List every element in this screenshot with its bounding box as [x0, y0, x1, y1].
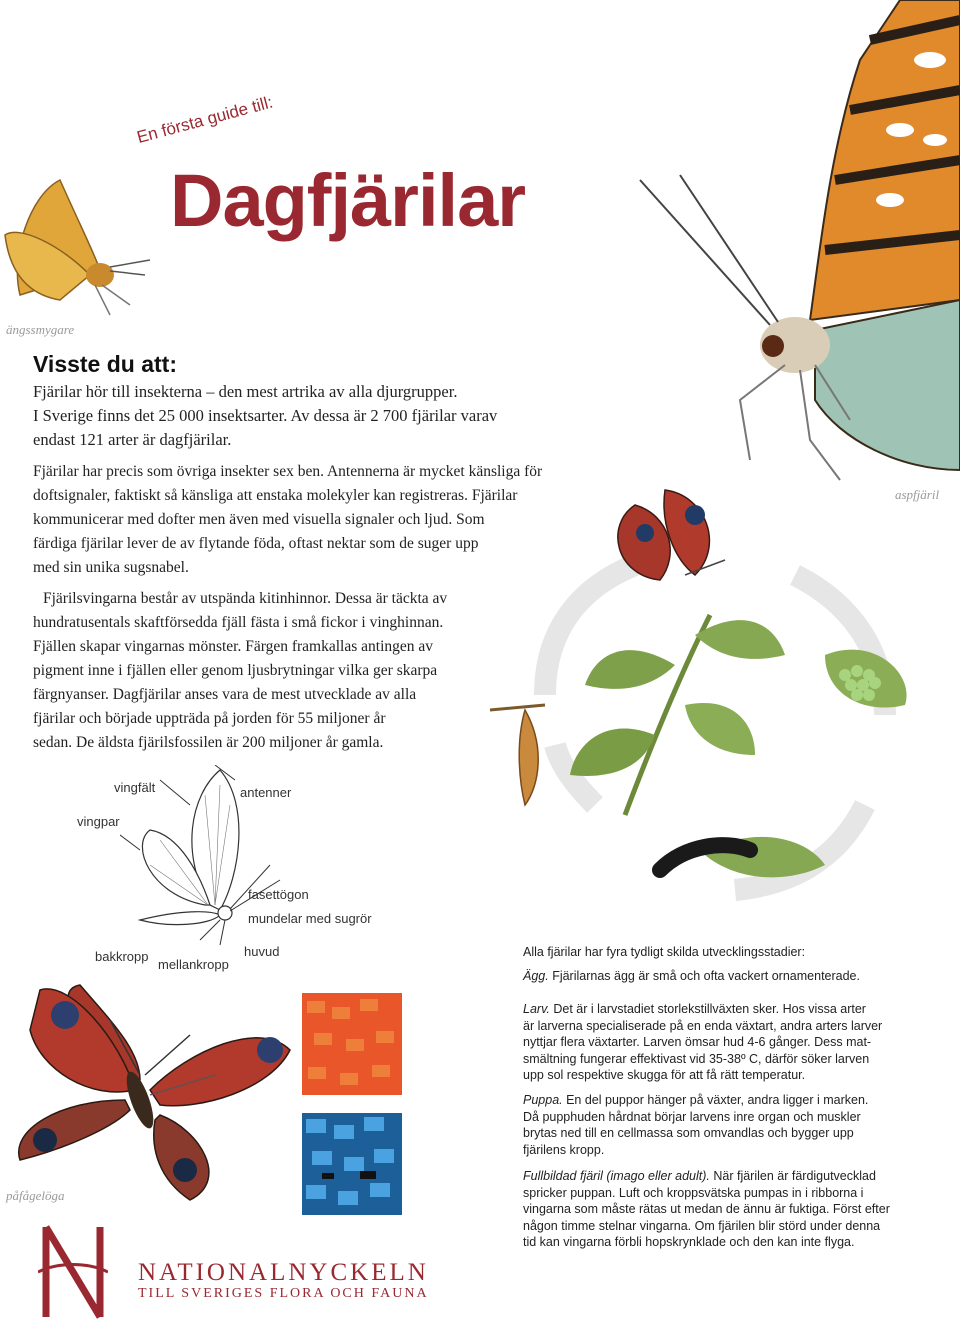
life-cycle-illustration	[485, 485, 955, 935]
stage-line: fjärilens kropp.	[523, 1142, 605, 1157]
intro-line: färdiga fjärilar lever de av flytande föda, oftast nektar som de suger upp	[33, 535, 479, 552]
label-antenner: antenner	[240, 785, 292, 800]
stage-line: En del puppor hänger på växter, andra ligger i marken.	[562, 1093, 869, 1107]
intro-line: Fjärilar hör till insekterna – den mest artrika av alla djurgrupper.	[33, 382, 458, 401]
intro-line: färgnyanser. Dagfjärilar anses vara de mest utvecklade av alla	[33, 686, 417, 703]
caption-angssmygare: ängssmygare	[6, 322, 75, 337]
stage-larva	[523, 1001, 903, 1084]
stage-line: är larverna specialiserade på en enda växtart, andra arters larver	[523, 1018, 883, 1033]
stage-line: någon timme stelnar vingarna. Om fjärilen blir störd under denna	[523, 1218, 881, 1233]
label-huvud: huvud	[244, 944, 280, 959]
caption-aspfjaril: aspfjäril	[895, 487, 940, 502]
stage-pupa-term: Puppa.	[523, 1093, 563, 1107]
pafageloga-illustration	[0, 980, 300, 1210]
label-vingpar: vingpar	[77, 814, 120, 829]
stage-line: nyttjar flera växtarter. Larven ömsar hud 4-6 gånger. Dess mat-	[523, 1035, 872, 1049]
label-vingfalt: vingfält	[114, 780, 156, 795]
stage-line: upp sol respektive skugga för att få rätt temperatur.	[523, 1068, 806, 1082]
stage-egg-text: Fjärilarnas ägg är små och ofta vackert ornamenterade.	[548, 969, 860, 983]
aspfjaril-illustration	[600, 0, 960, 500]
intro-line: Fjällen skapar vingarnas mönster. Färgen framkallas antingen av	[33, 638, 434, 655]
label-fasettogon: fasettögon	[248, 887, 309, 902]
stage-egg-term: Ägg.	[523, 969, 549, 983]
angssmygare-illustration	[0, 175, 170, 325]
intro-line: doftsignaler, faktiskt så känsliga att enstaka molekyler kan registreras. Fjärilar	[33, 487, 518, 504]
intro-line: endast 121 arter är dagfjärilar.	[33, 430, 232, 449]
stages-intro: Alla fjärilar har fyra tydligt skilda utvecklingsstadier:	[523, 945, 806, 959]
intro-line: I Sverige finns det 25 000 insektsarter. Av dessa är 2 700 fjärilar varav	[33, 406, 498, 425]
intro-paragraph-1	[33, 380, 497, 452]
brand-tagline: TILL SVERIGES FLORA OCH FAUNA	[138, 1286, 429, 1301]
intro-line: sedan. De äldsta fjärilsfossilen är 200 miljoner år gamla.	[33, 734, 384, 751]
stage-line: brytas ned till en cellmassa som omvandlas och bygger upp	[523, 1126, 854, 1140]
label-mellankropp: mellankropp	[158, 957, 229, 972]
nationalnyckeln-logo	[38, 1222, 108, 1322]
stage-pupa	[523, 1092, 903, 1158]
intro-paragraph-3	[33, 587, 447, 755]
stage-line: När fjärilen är färdigutvecklad	[709, 1169, 876, 1183]
label-bakkropp: bakkropp	[95, 949, 149, 964]
intro-heading: Visste du att:	[33, 351, 177, 377]
page-title: Dagfjärilar	[170, 159, 526, 242]
stage-line: Då pupphuden hårdnat börjar larvens inre organ och muskler	[523, 1109, 861, 1124]
stage-line: spricker puppan. Luft och kroppsvätska pumpas in i ribborna i	[523, 1185, 864, 1200]
stage-larva-term: Larv.	[523, 1002, 550, 1016]
intro-line: Fjärilsvingarna består av utspända kitinhinnor. Dessa är täckta av	[43, 590, 448, 607]
stage-line: smältning fungerar effektivast vid 35-38º C, därför söker larven	[523, 1051, 870, 1066]
scale-magnification-blue	[302, 1113, 402, 1215]
label-mundelar: mundelar med sugrör	[248, 911, 372, 926]
scale-magnification-orange	[302, 993, 402, 1095]
intro-line: Fjärilar har precis som övriga insekter sex ben. Antennerna är mycket känsliga för	[33, 463, 543, 480]
brand-name: NATIONALNYCKELN	[138, 1259, 429, 1286]
stage-line: vingarna som måste rätas ut medan de ännu är fuktiga. Först efter	[523, 1202, 890, 1216]
intro-line: kommunicerar med dofter men även med visuella signaler och ljud. Som	[33, 511, 485, 528]
intro-line: med sin unika sugsnabel.	[33, 559, 189, 576]
caption-pafageloga: påfågelöga	[6, 1188, 65, 1203]
intro-line: hundratusentals skaftförsedda fjäll fästa i små fickor i vinghinnan.	[33, 614, 444, 631]
stage-line: tid kan vingarna förbli hopskrynklade och den kan inte flyga.	[523, 1235, 855, 1249]
stage-adult-term: Fullbildad fjäril (imago eller adult).	[523, 1169, 710, 1183]
intro-line: fjärilar och började uppträda på jorden för 55 miljoner år	[33, 710, 386, 727]
intro-line: pigment inne i fjällen eller genom ljusbrytningar vilka ger skarpa	[33, 662, 438, 679]
stage-adult	[523, 1168, 903, 1251]
intro-paragraph-2	[33, 460, 542, 580]
stage-egg	[523, 968, 903, 985]
page-subtitle: En första guide till:	[134, 92, 275, 148]
stage-line: Det är i larvstadiet storlekstillväxten sker. Hos vissa arter	[549, 1002, 866, 1016]
